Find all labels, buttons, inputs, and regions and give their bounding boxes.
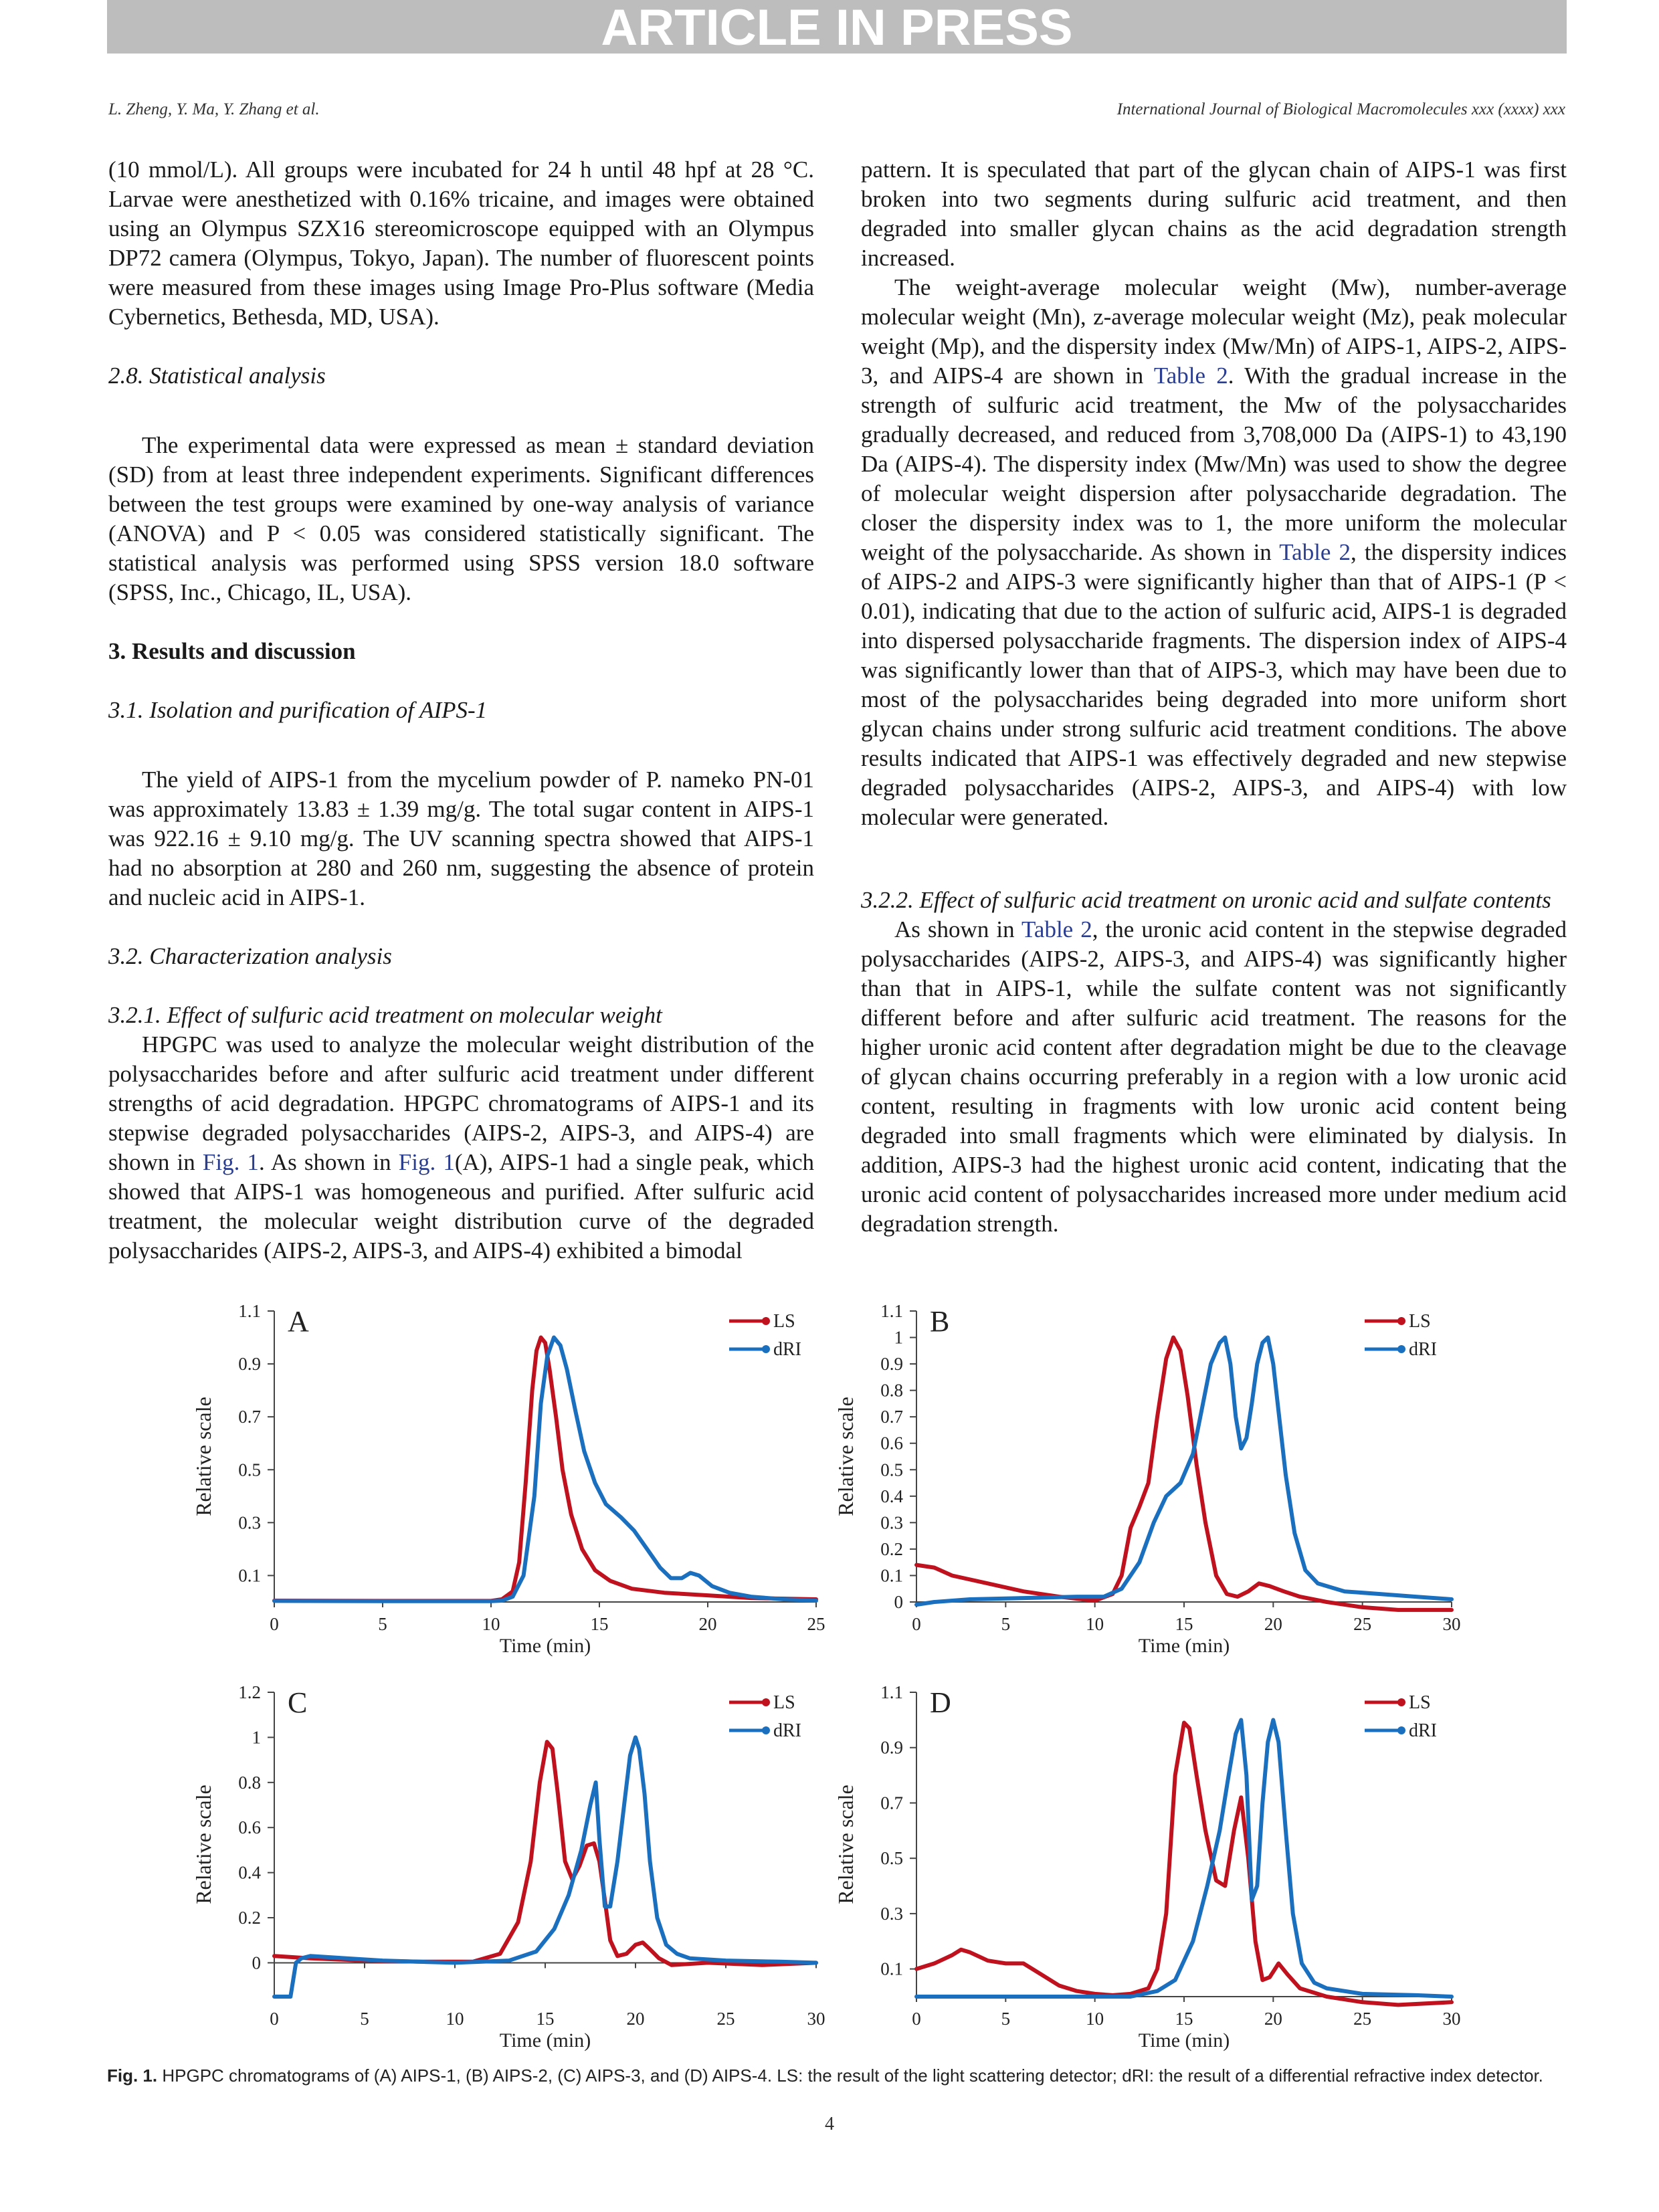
article-in-press-banner: ARTICLE IN PRESS xyxy=(107,0,1567,54)
table-link[interactable]: Table 2 xyxy=(1279,539,1351,565)
figure-link[interactable]: Fig. 1 xyxy=(398,1149,455,1175)
x-axis-label: Time (min) xyxy=(1138,1635,1230,1657)
section-heading-3-1: 3.1. Isolation and purification of AIPS-1 xyxy=(108,697,488,723)
x-axis-label: Time (min) xyxy=(499,1635,591,1657)
running-head-journal: International Journal of Biological Macromolecules xxx (xxxx) xxx xyxy=(1116,100,1565,118)
caption-text: HPGPC chromatograms of (A) AIPS-1, (B) AIPS-2, (C) AIPS-3, and (D) AIPS-4. LS: the result of the light scattering detector; dRI: the result of a differential refractive index detector. xyxy=(157,2066,1543,2086)
paragraph xyxy=(108,1030,814,1266)
x-tick-label: 10 xyxy=(1086,1614,1104,1634)
y-tick-label: 0 xyxy=(252,1952,261,1973)
legend-marker xyxy=(762,1345,770,1353)
legend-label: dRI xyxy=(1409,1720,1437,1741)
paragraph: The experimental data were expressed as mean ± standard deviation (SD) from at least three independent experiments. Significant differences between the test groups were examined by one-way analysis of variance (ANOVA) and P < 0.05 was considered statistically significant. The statistical analysis was performed using SPSS version 18.0 software (SPSS, Inc., Chicago, IL, USA). xyxy=(108,432,814,605)
legend-marker xyxy=(762,1317,770,1325)
right-column xyxy=(861,155,1567,1239)
legend-label: dRI xyxy=(773,1720,801,1741)
page-number: 4 xyxy=(825,2114,834,2134)
y-tick-label: 1.1 xyxy=(880,1682,903,1702)
figure-caption xyxy=(107,2066,1567,2086)
y-tick-label: 0.3 xyxy=(880,1512,903,1533)
paragraph: pattern. It is speculated that part of the glycan chain of AIPS-1 was first broken into two segments during sulfuric acid treatment, and then degraded into smaller glycan chains as the acid degradation strength increased. xyxy=(861,157,1567,271)
section-heading-3: 3. Results and discussion xyxy=(108,638,356,664)
y-tick-label: 0.7 xyxy=(880,1793,903,1813)
y-tick-label: 0.7 xyxy=(880,1407,903,1427)
y-tick-label: 0.9 xyxy=(880,1354,903,1375)
text: The weight-average molecular weight (Mw), number-average molecular weight (Mn), z-average molecular weight (Mz), peak molecular weight (Mp), and the dispersity index (Mw/Mn) of AIPS-1, AIPS-2, AIPS-3, and AIPS-4 are shown in xyxy=(861,274,1567,389)
y-tick-label: 1.1 xyxy=(880,1301,903,1321)
caption-label: Fig. 1. xyxy=(107,2066,158,2086)
section-heading-3-2-2: 3.2.2. Effect of sulfuric acid treatment on uronic acid and sulfate contents xyxy=(861,887,1551,913)
y-tick-label: 0.1 xyxy=(238,1565,261,1586)
y-tick-label: 0.5 xyxy=(238,1460,261,1480)
x-tick-label: 5 xyxy=(1001,1614,1011,1634)
y-axis-label: Relative scale xyxy=(191,1397,215,1516)
y-tick-label: 1.2 xyxy=(238,1682,261,1702)
text: HPGPC was used to analyze the molecular weight distribution of the polysaccharides before and after sulfuric acid treatment under different strengths of acid degradation. HPGPC chromatograms of AIPS-1 and its stepwise degraded polysaccharides (AIPS-2, AIPS-3, and AIPS-4) are shown in xyxy=(108,1031,814,1175)
x-tick-label: 0 xyxy=(270,1614,279,1634)
figure-link[interactable]: Fig. 1 xyxy=(202,1149,259,1175)
y-tick-label: 1 xyxy=(252,1727,261,1748)
paragraph xyxy=(861,273,1567,832)
legend-label: dRI xyxy=(1409,1339,1437,1360)
left-column xyxy=(108,155,814,1266)
chart-panel-d xyxy=(834,1682,1461,2051)
x-tick-label: 25 xyxy=(807,1614,825,1634)
x-tick-label: 15 xyxy=(590,1614,609,1634)
legend-label: LS xyxy=(1409,1311,1431,1332)
text: . With the gradual increase in the strength of sulfuric acid treatment, the Mw of the polysaccharides gradually decreased, and reduced from 3,708,000 Da (AIPS-1) to 43,190 Da (AIPS-4). The dispersity index (Mw/Mn) was used to show the degree of molecular weight dispersion after polysaccharide degradation. The closer the dispersity index was to 1, the more uniform the molecular weight of the polysaccharide. As shown in xyxy=(861,363,1567,565)
text: , the dispersity indices of AIPS-2 and AIPS-3 were significantly higher than that of AIPS-1 (P < 0.01), indicating that due to the action of sulfuric acid, AIPS-1 is degraded into dispersed polysaccharide fragments. The dispersion index of AIPS-4 was significantly lower than that of AIPS-3, which may have been due to most of the polysaccharides being degraded into more uniform short glycan chains under strong sulfuric acid treatment conditions. The above results indicated that AIPS-1 was effectively degraded and new stepwise degraded polysaccharides (AIPS-2, AIPS-3, and AIPS-4) with low molecular were generated. xyxy=(861,539,1567,830)
section-heading-2-8: 2.8. Statistical analysis xyxy=(108,363,326,389)
x-axis-label: Time (min) xyxy=(499,2029,591,2051)
x-tick-label: 30 xyxy=(807,2009,825,2029)
y-axis-label: Relative scale xyxy=(834,1397,858,1516)
running-head-authors: L. Zheng, Y. Ma, Y. Zhang et al. xyxy=(108,100,320,118)
legend-marker xyxy=(1397,1317,1405,1325)
y-tick-label: 0.5 xyxy=(880,1460,903,1480)
x-tick-label: 10 xyxy=(1086,2009,1104,2029)
x-tick-label: 0 xyxy=(270,2009,279,2029)
panel-label: B xyxy=(930,1305,950,1338)
x-tick-label: 5 xyxy=(378,1614,387,1634)
series-line-dri xyxy=(274,1338,816,1601)
y-tick-label: 0.7 xyxy=(238,1407,261,1427)
y-tick-label: 0.9 xyxy=(238,1354,261,1375)
paragraph: (10 mmol/L). All groups were incubated for 24 h until 48 hpf at 28 °C. Larvae were anesthetized with 0.16% tricaine, and images were obtained using an Olympus SZX16 stereomicroscope equipped with an Olympus DP72 camera (Olympus, Tokyo, Japan). The number of fluorescent points were measured from these images using Image Pro-Plus software (Media Cybernetics, Bethesda, MD, USA). xyxy=(108,157,814,330)
x-tick-label: 15 xyxy=(1175,1614,1193,1634)
text: As shown in xyxy=(894,916,1021,942)
x-tick-label: 15 xyxy=(1175,2009,1193,2029)
x-tick-label: 25 xyxy=(716,2009,735,2029)
x-tick-label: 0 xyxy=(912,1614,921,1634)
section-heading-3-2-1: 3.2.1. Effect of sulfuric acid treatment on molecular weight xyxy=(108,1002,662,1028)
y-tick-label: 0.4 xyxy=(238,1862,261,1883)
x-tick-label: 20 xyxy=(626,2009,645,2029)
x-axis-label: Time (min) xyxy=(1138,2029,1230,2051)
panel-label: C xyxy=(288,1686,308,1719)
text: (A), AIPS-1 had a single peak, which showed that AIPS-1 was homogeneous and purified. After sulfuric acid treatment, the molecular weight distribution curve of the degraded polysaccharides (AIPS-2, AIPS-3, and AIPS-4) exhibited a bimodal xyxy=(108,1149,814,1264)
legend-marker xyxy=(1397,1726,1405,1734)
y-tick-label: 0.9 xyxy=(880,1737,903,1758)
panel-label: D xyxy=(930,1686,951,1719)
y-tick-label: 0.8 xyxy=(880,1380,903,1401)
x-tick-label: 10 xyxy=(446,2009,464,2029)
y-tick-label: 0.8 xyxy=(238,1772,261,1793)
paragraph xyxy=(861,915,1567,1239)
legend-label: dRI xyxy=(773,1339,801,1360)
y-tick-label: 0.1 xyxy=(880,1565,903,1586)
paragraph: The yield of AIPS-1 from the mycelium powder of P. nameko PN-01 was approximately 13.83 ± 1.39 mg/g. The total sugar content in AIPS-1 was 922.16 ± 9.10 mg/g. The UV scanning spectra showed that AIPS-1 had no absorption at 280 and 260 nm, suggesting the absence of protein and nucleic acid in AIPS-1. xyxy=(108,767,814,910)
y-tick-label: 1.1 xyxy=(238,1301,261,1321)
text: , the uronic acid content in the stepwise degraded polysaccharides (AIPS-2, AIPS-3, and AIPS-4) was significantly higher than that in AIPS-1, while the sulfate content was not significantly different before and after sulfuric acid treatment. The reasons for the higher uronic acid content after degradation might be due to the cleavage of glycan chains occurring preferably in a region with a low uronic acid content, resulting in fragments with low uronic acid content being degraded into small fragments which were eliminated by dialysis. In addition, AIPS-3 had the highest uronic acid content, indicating that the uronic acid content of polysaccharides increased more under medium acid degradation strength. xyxy=(861,916,1567,1237)
x-tick-label: 15 xyxy=(536,2009,555,2029)
x-tick-label: 20 xyxy=(1264,2009,1282,2029)
y-axis-label: Relative scale xyxy=(191,1785,215,1904)
legend-marker xyxy=(1397,1345,1405,1353)
table-link[interactable]: Table 2 xyxy=(1153,363,1228,389)
y-tick-label: 0.3 xyxy=(880,1903,903,1924)
legend-marker xyxy=(1397,1698,1405,1706)
x-tick-label: 10 xyxy=(482,1614,500,1634)
y-tick-label: 0.2 xyxy=(880,1538,903,1559)
x-tick-label: 20 xyxy=(1264,1614,1282,1634)
series-line-ls xyxy=(274,1742,816,1965)
y-tick-label: 1 xyxy=(894,1327,903,1348)
legend-label: LS xyxy=(773,1692,795,1713)
panel-label: A xyxy=(288,1305,309,1338)
figure-1-chromatograms xyxy=(181,1298,1478,2051)
series-line-dri xyxy=(274,1737,816,1997)
y-tick-label: 0 xyxy=(894,1592,903,1612)
text: . As shown in xyxy=(258,1149,399,1175)
x-tick-label: 5 xyxy=(1001,2009,1011,2029)
section-heading-3-2: 3.2. Characterization analysis xyxy=(108,943,392,969)
x-tick-label: 0 xyxy=(912,2009,921,2029)
chart-panel-c xyxy=(191,1682,825,2051)
series-line-dri xyxy=(916,1720,1452,1997)
chart-panel-a xyxy=(191,1301,825,1657)
legend-marker xyxy=(762,1698,770,1706)
x-tick-label: 30 xyxy=(1442,2009,1461,2029)
y-tick-label: 0.6 xyxy=(238,1817,261,1838)
y-tick-label: 0.5 xyxy=(880,1848,903,1869)
figure-1 xyxy=(181,1298,1478,2051)
x-tick-label: 5 xyxy=(360,2009,369,2029)
x-tick-label: 20 xyxy=(698,1614,717,1634)
x-tick-label: 25 xyxy=(1353,2009,1372,2029)
y-tick-label: 0.6 xyxy=(880,1433,903,1453)
table-link[interactable]: Table 2 xyxy=(1021,916,1092,942)
y-axis-label: Relative scale xyxy=(834,1785,858,1904)
x-tick-label: 30 xyxy=(1442,1614,1461,1634)
y-tick-label: 0.3 xyxy=(238,1512,261,1533)
legend-label: LS xyxy=(773,1311,795,1332)
y-tick-label: 0.1 xyxy=(880,1958,903,1979)
x-tick-label: 25 xyxy=(1353,1614,1372,1634)
chart-panel-b xyxy=(834,1301,1461,1657)
legend-marker xyxy=(762,1726,770,1734)
legend-label: LS xyxy=(1409,1692,1431,1713)
y-tick-label: 0.2 xyxy=(238,1908,261,1928)
y-tick-label: 0.4 xyxy=(880,1486,903,1506)
